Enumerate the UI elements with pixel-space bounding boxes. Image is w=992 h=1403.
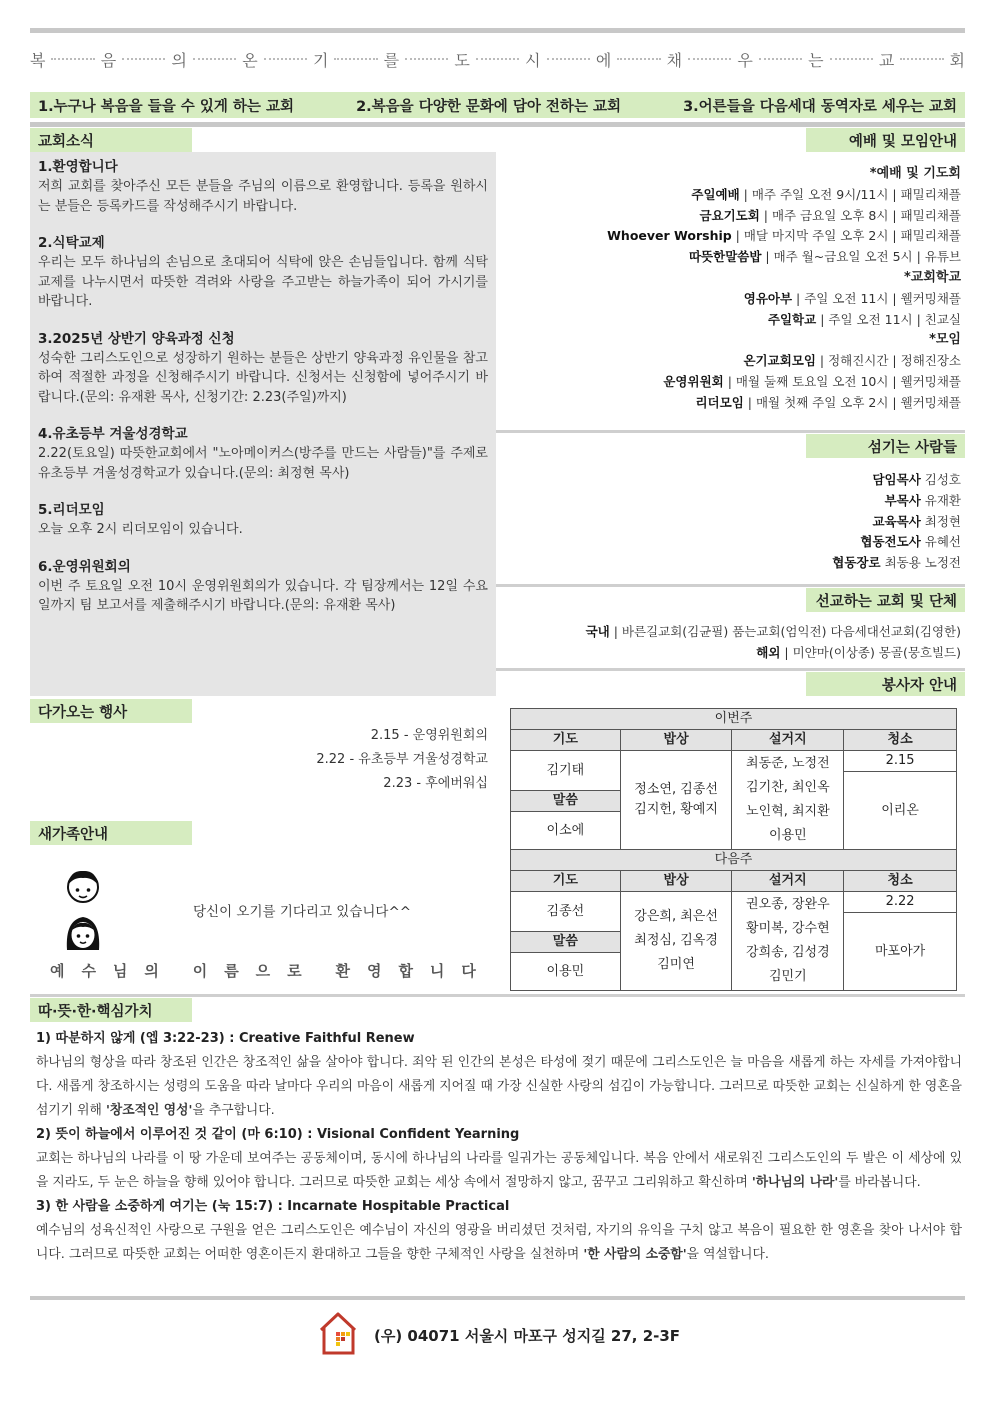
- motto-2: 2.복음을 다양한 문화에 담아 전하는 교회: [356, 98, 622, 115]
- event-item: 2.22 - 유초등부 겨울성경학교: [316, 752, 488, 767]
- news-title: 5.리더모임: [38, 502, 105, 518]
- worship-label: 예배 및 모임안내: [806, 128, 965, 152]
- school-line: 주일학교 | 주일 오전 11시 | 친교실: [767, 311, 961, 327]
- staff-line: 담임목사 김성호: [872, 472, 961, 487]
- staff-divider: [496, 430, 965, 433]
- col-prayer: 기도: [511, 730, 621, 751]
- news-item: [38, 158, 488, 216]
- church-slogan: [30, 42, 965, 76]
- worship-schedule: [496, 164, 965, 414]
- school-section-heading: *교회학교: [903, 269, 961, 285]
- news-title: 2.식탁교제: [38, 235, 105, 251]
- event-item: 2.23 - 후에버워십: [383, 776, 488, 791]
- worship-line: 따뜻한말씀밥 | 매주 월~금요일 오전 5시 | 유튜브: [688, 249, 961, 265]
- tw-clean-date: 2.15: [844, 751, 957, 772]
- staff-label: 섬기는 사람들: [806, 434, 965, 458]
- staff-line: 교육목사 최정현: [872, 513, 961, 529]
- staff-line: 협동전도사 유혜선: [860, 534, 961, 550]
- news-item: [38, 234, 488, 312]
- motto-1: 1.누구나 복음을 들을 수 있게 하는 교회: [38, 98, 294, 115]
- col-word: 말씀: [511, 791, 621, 812]
- core-value-body: 예수님의 성육신적인 사랑으로 구원을 얻은 그리스도인은 예수님이 자신의 영광을 버리셨던 것처럼, 자기의 유익을 구치 않고 복음이 필요한 한 영혼을 찾아 나서야 합니다. 그러므로 따뜻한 교회는 어떠한 영혼이든지 환대하고 그들을 향한 구체적인 사랑을 실천하며 '한 사람의 소중함'을 역설합니다.: [36, 1223, 962, 1262]
- motto-3: 3.어른들을 다음세대 동역자로 세우는 교회: [683, 98, 957, 115]
- news-item: [38, 558, 488, 616]
- volunteer-label: 봉사자 안내: [806, 672, 965, 696]
- mission-line: 해외 | 미얀마(이상종) 몽골(뭉흐빌드): [756, 644, 961, 660]
- worship-line: Whoever Worship | 매달 마지막 주일 오후 2시 | 패밀리채플: [607, 228, 961, 244]
- core-value-body: 교회는 하나님의 나라를 이 땅 가운데 보여주는 공동체이며, 동시에 하나님의 나라를 일궈가는 공동체입니다. 복음 안에서 새로워진 그리스도인의 두 발은 이 세상에 있을 지라도, 두 눈은 하늘을 향해 있어야 합니다. 그러므로 따뜻한 교회는 세상 속에서 절망하지 않고, 꿈꾸고 그리워하고 확신하며 '하나님의 나라'를 바라봅니다.: [36, 1151, 962, 1190]
- news-body: 성숙한 그리스도인으로 성장하기 원하는 분들은 상반기 양육과정 유인물을 참고하여 적절한 과정을 신청해주시기 바랍니다. 신청서는 신청함에 넣어주시기 바랍니다.(문의: 유재환 목사, 신청기간: 2.23(주일)까지): [38, 350, 488, 405]
- slogan-char: 도: [454, 50, 470, 70]
- core-divider: [30, 994, 965, 997]
- news-item: [38, 501, 488, 540]
- meeting-line: 운영위원회 | 매월 둘째 토요일 오전 10시 | 웰커밍채플: [663, 373, 961, 389]
- tw-prayer: 김기태: [511, 751, 621, 791]
- news-title: 3.2025년 상반기 양육과정 신청: [38, 330, 235, 347]
- col-prayer: 기도: [511, 871, 621, 892]
- news-title: 1.환영합니다: [38, 159, 118, 175]
- slogan-char: 기: [312, 50, 329, 70]
- volunteer-table: [510, 708, 957, 991]
- staff-line: 협동장로 최동용 노정전: [832, 555, 961, 571]
- next-week-header: 다음주: [511, 850, 957, 871]
- events-label: 다가오는 행사: [30, 699, 192, 723]
- welcome-banner: 예 수 님 의 이 름 으 로 환 영 합 니 다: [50, 962, 476, 980]
- mission-list: [496, 622, 965, 664]
- meeting-line: 온기교회모임 | 정해진시간 | 정해진장소: [743, 353, 961, 369]
- mission-divider: [496, 584, 965, 587]
- nw-prayer: 김종선: [511, 892, 621, 932]
- core-value-title: 2) 뜻이 하늘에서 이루어진 것 같이 (마 6:10) : Visional Confident Yearning: [36, 1127, 520, 1142]
- news-title: 4.유초등부 겨울성경학교: [38, 426, 188, 442]
- church-news-box: [30, 152, 496, 696]
- tw-word: 이소에: [511, 812, 621, 850]
- tw-dish: 최동준, 노정전 김기찬, 최인옥 노인혁, 최지환 이용민: [732, 751, 844, 850]
- volunteer-divider: [496, 668, 965, 671]
- mission-line: 국내 | 바른길교회(김균필) 품는교회(엄익전) 다음세대선교회(김영한): [585, 624, 961, 639]
- news-body: 이번 주 토요일 오전 10시 운영위원회의가 있습니다. 각 팀장께서는 12일 수요일까지 팀 보고서를 제출해주시기 바랍니다.(문의: 유재환 목사): [38, 578, 488, 613]
- girl-icon: [62, 912, 104, 958]
- newfamily-label: 새가족안내: [30, 821, 192, 845]
- news-body: 2.22(토요일) 따뜻한교회에서 "노아메이커스(방주를 만드는 사람들)"를 주제로 유초등부 겨울성경학교가 있습니다.(문의: 최정현 목사): [38, 446, 488, 481]
- tw-table: 정소연, 김종선 김지헌, 황예지: [620, 751, 732, 850]
- col-word: 말씀: [511, 932, 621, 953]
- slogan-char: 의: [171, 50, 187, 70]
- church-motto-bar: [30, 92, 965, 118]
- top-divider: [30, 28, 965, 33]
- core-values: [36, 1027, 962, 1267]
- meeting-section-heading: *모임: [929, 332, 961, 348]
- worship-line: 금요기도회 | 매주 금요일 오후 8시 | 패밀리채플: [699, 207, 961, 223]
- motto-divider: [30, 122, 965, 127]
- staff-list: [496, 470, 965, 574]
- col-dish: 설거지: [732, 730, 844, 751]
- core-value-title: 1) 따분하지 않게 (엡 3:22-23) : Creative Faithful Renew: [36, 1031, 415, 1046]
- nw-clean: 마포아가: [844, 913, 957, 991]
- slogan-char: 복: [30, 50, 46, 70]
- boy-icon: [62, 866, 104, 910]
- footer-divider: [30, 1296, 965, 1300]
- col-table: 밥상: [620, 730, 732, 751]
- this-week-header: 이번주: [511, 709, 957, 730]
- slogan-char: 교: [878, 50, 895, 70]
- slogan-char: 온: [242, 50, 258, 70]
- staff-line: 부목사 유재환: [884, 492, 961, 508]
- slogan-char: 시: [525, 50, 541, 70]
- slogan-char: 음: [100, 50, 117, 70]
- core-value-title: 3) 한 사람을 소중하게 여기는 (눅 15:7) : Incarnate Hospitable Practical: [36, 1199, 510, 1214]
- slogan-char: 는: [808, 50, 824, 70]
- news-item: [38, 330, 488, 408]
- mission-label: 선교하는 교회 및 단체: [806, 588, 965, 612]
- col-dish: 설거지: [732, 871, 844, 892]
- house-logo-icon: [318, 1310, 358, 1360]
- slogan-char: 회: [949, 50, 966, 70]
- news-title: 6.운영위원회의: [38, 558, 131, 575]
- newfamily-message: 당신이 오기를 기다리고 있습니다^^: [193, 904, 412, 920]
- school-line: 영유아부 | 주일 오전 11시 | 웰커밍채플: [743, 290, 961, 306]
- col-clean: 청소: [844, 730, 957, 751]
- news-body: 우리는 모두 하나님의 손님으로 초대되어 식탁에 앉은 손님들입니다. 함께 식탁교제를 나누시면서 따뜻한 격려와 사랑을 주고받는 하늘가족이 되어 가시기를 바랍니다.: [38, 255, 488, 309]
- news-body: 오늘 오후 2시 리더모임이 있습니다.: [38, 522, 243, 537]
- core-value-body: 하나님의 형상을 따라 창조된 인간은 창조적인 삶을 살아야 합니다. 죄악 된 인간의 본성은 타성에 젖기 때문에 그리스도인은 늘 마음을 새롭게 하는 자세를 가져야합니다. 새롭게 창조하시는 성령의 도움을 따라 날마다 우리의 마음이 새롭게 지어질 때 가장 신실한 사랑의 섬김이 가능합니다. 그러므로 따뜻한 교회는 신실하게 한 영혼을 섬기기 위해 '창조적인 영성'을 추구합니다.: [36, 1055, 962, 1118]
- worship-section-heading: *예배 및 기도회: [869, 166, 961, 181]
- meeting-line: 리더모임 | 매월 첫째 주일 오후 2시 | 웰커밍채플: [695, 394, 961, 410]
- nw-clean-date: 2.22: [844, 892, 957, 913]
- news-label: 교회소식: [30, 128, 192, 152]
- slogan-char: 채: [666, 50, 683, 70]
- tw-clean: 이리온: [844, 772, 957, 850]
- worship-line: 주일예배 | 매주 주일 오전 9시/11시 | 패밀리채플: [691, 186, 961, 202]
- nw-dish: 권오종, 장완우 황미복, 강수현 강희송, 김성경 김민기: [732, 892, 844, 991]
- event-item: 2.15 - 운영위원회의: [370, 728, 488, 743]
- church-address: (우) 04071 서울시 마포구 성지길 27, 2-3F: [374, 1327, 681, 1345]
- nw-word: 이용민: [511, 953, 621, 991]
- col-table: 밥상: [620, 871, 732, 892]
- slogan-char: 를: [383, 50, 400, 70]
- nw-table: 강은희, 최은선 최정심, 김옥경 김미연: [620, 892, 732, 991]
- news-body: 저희 교회를 찾아주신 모든 분들을 주님의 이름으로 환영합니다. 등록을 원하시는 분들은 등록카드를 작성해주시기 바랍니다.: [38, 179, 488, 214]
- slogan-char: 우: [737, 50, 753, 70]
- core-label: 따·뜻·한·핵심가치: [30, 998, 192, 1022]
- news-item: [38, 425, 488, 483]
- slogan-char: 에: [595, 50, 612, 70]
- events-list: [30, 724, 488, 796]
- col-clean: 청소: [844, 871, 957, 892]
